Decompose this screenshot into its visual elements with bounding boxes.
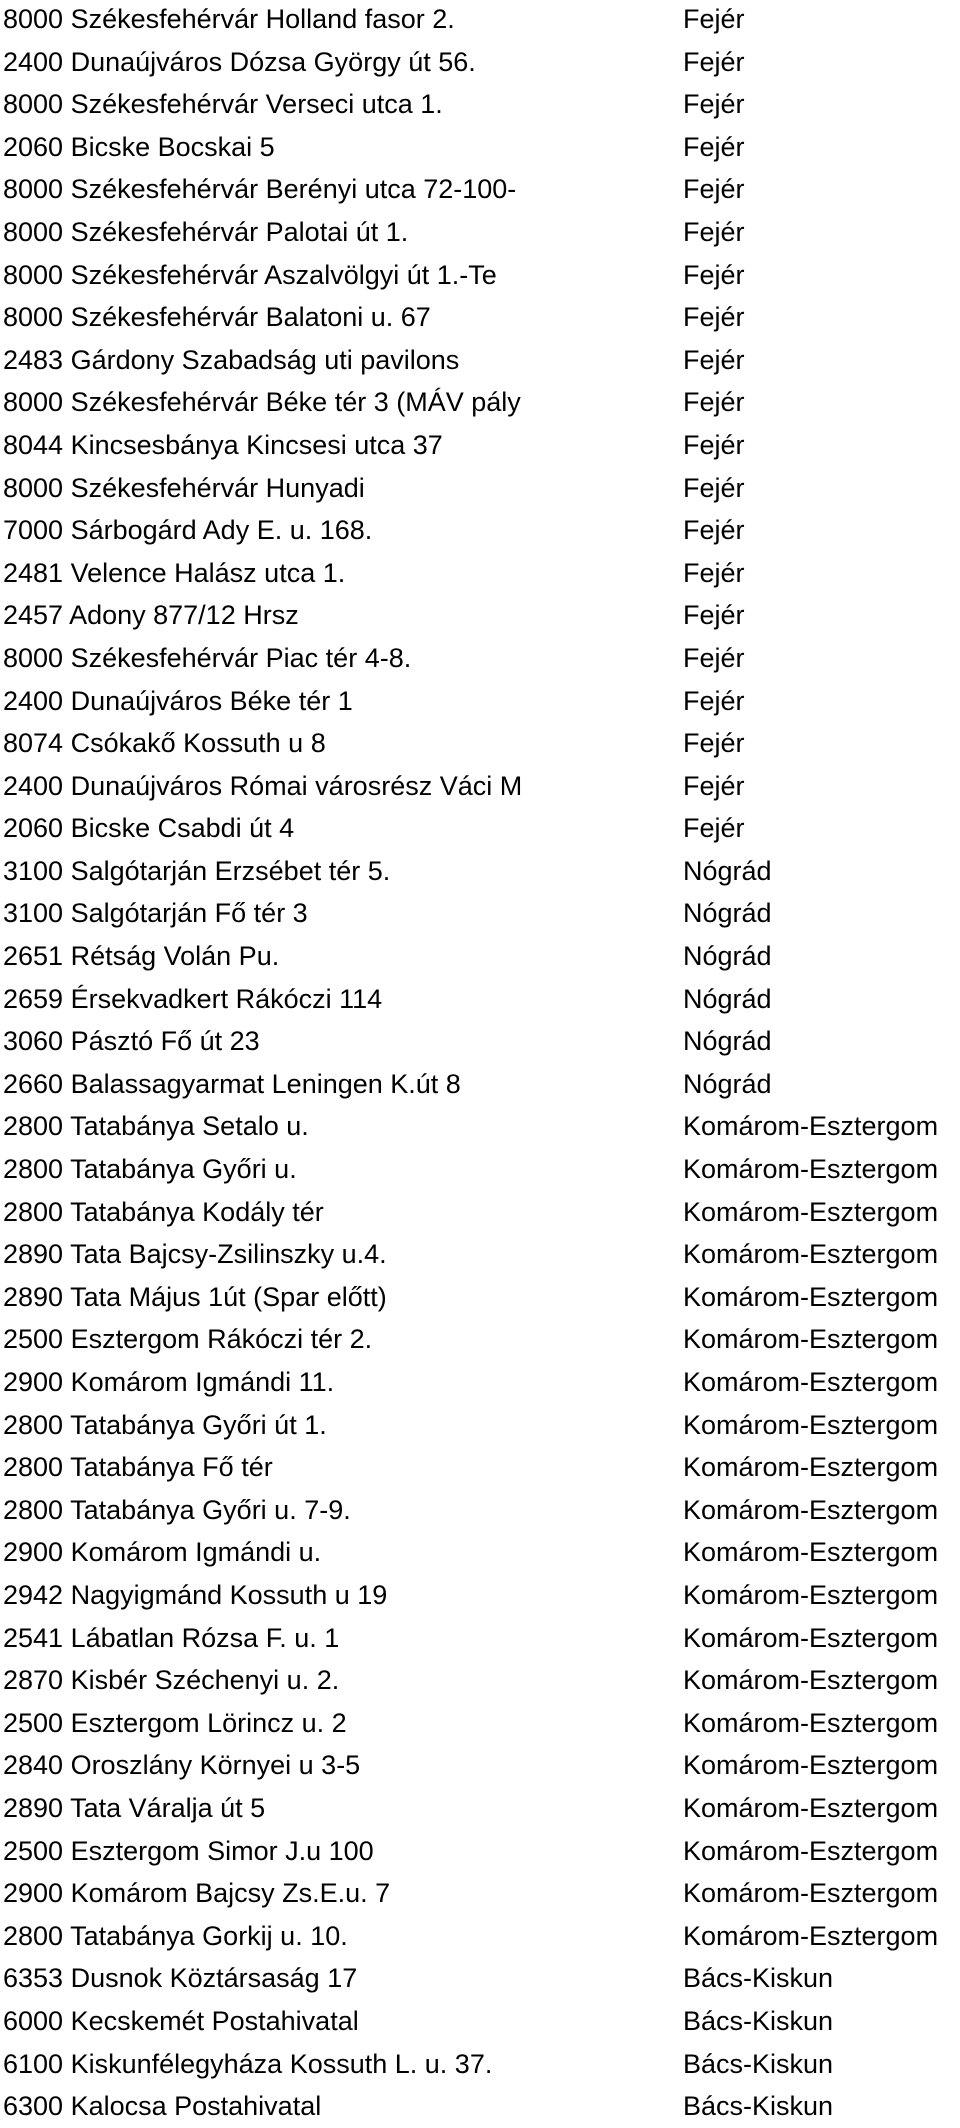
county-cell: Fejér (683, 472, 745, 503)
county-cell: Komárom-Esztergom (683, 1622, 939, 1653)
table-row (0, 41, 960, 84)
address-cell: 2659 Érsekvadkert Rákóczi 114 (3, 983, 383, 1014)
county-cell: Komárom-Esztergom (683, 1835, 939, 1866)
county-cell: Fejér (683, 728, 745, 759)
table-row (0, 1191, 960, 1234)
table-row (0, 1446, 960, 1489)
address-cell: 2900 Komárom Bajcsy Zs.E.u. 7 (3, 1878, 391, 1909)
county-cell: Komárom-Esztergom (683, 1239, 939, 1270)
table-row (0, 1276, 960, 1319)
table-row (0, 83, 960, 126)
address-cell: 8044 Kincsesbánya Kincsesi utca 37 (3, 429, 443, 460)
address-cell: 8000 Székesfehérvár Aszalvölgyi út 1.-Te (3, 259, 497, 290)
county-cell: Fejér (683, 4, 745, 34)
table-row (0, 1148, 960, 1191)
table-row (0, 1957, 960, 2000)
county-cell: Komárom-Esztergom (683, 1920, 939, 1951)
table-row (0, 254, 960, 297)
table-row (0, 1787, 960, 1830)
table-row (0, 211, 960, 254)
county-cell: Komárom-Esztergom (683, 1792, 939, 1823)
table-row (0, 0, 960, 41)
county-cell: Nógrád (683, 1026, 772, 1057)
county-cell: Nógrád (683, 1068, 772, 1099)
address-cell: 2400 Dunaújváros Római városrész Váci M (3, 770, 523, 801)
table-row (0, 381, 960, 424)
county-cell: Komárom-Esztergom (683, 1878, 939, 1909)
address-cell: 3100 Salgótarján Fő tér 3 (3, 898, 308, 929)
address-cell: 2660 Balassagyarmat Leningen K.út 8 (3, 1068, 461, 1099)
county-cell: Bács-Kiskun (683, 2048, 834, 2079)
county-cell: Fejér (683, 770, 745, 801)
county-cell: Fejér (683, 302, 745, 333)
address-cell: 2942 Nagyigmánd Kossuth u 19 (3, 1579, 388, 1610)
county-cell: Fejér (683, 685, 745, 716)
table-row (0, 1105, 960, 1148)
address-cell: 2060 Bicske Csabdi út 4 (3, 813, 295, 844)
table-row (0, 850, 960, 893)
address-cell: 2457 Adony 877/12 Hrsz (3, 600, 299, 631)
county-cell: Komárom-Esztergom (683, 1537, 939, 1568)
address-cell: 6100 Kiskunfélegyháza Kossuth L. u. 37. (3, 2048, 493, 2079)
table-row (0, 722, 960, 765)
address-cell: 2651 Rétság Volán Pu. (3, 941, 280, 972)
address-cell: 2890 Tata Bajcsy-Zsilinszky u.4. (3, 1239, 387, 1270)
table-row (0, 1318, 960, 1361)
table-row (0, 339, 960, 382)
table-row (0, 765, 960, 808)
address-cell: 6000 Kecskemét Postahivatal (3, 2005, 359, 2036)
county-cell: Fejér (683, 387, 745, 418)
county-cell: Komárom-Esztergom (683, 1452, 939, 1483)
table-row (0, 1659, 960, 1702)
county-cell: Fejér (683, 89, 745, 120)
table-row (0, 978, 960, 1021)
table-row (0, 892, 960, 935)
address-cell: 2800 Tatabánya Győri u. 7-9. (3, 1494, 351, 1525)
table-row (0, 637, 960, 680)
address-cell: 2483 Gárdony Szabadság uti pavilons (3, 344, 460, 375)
table-row (0, 594, 960, 637)
address-cell: 2400 Dunaújváros Béke tér 1 (3, 685, 353, 716)
county-cell: Fejér (683, 515, 745, 546)
table-row (0, 1830, 960, 1873)
county-cell: Bács-Kiskun (683, 2005, 834, 2036)
county-cell: Fejér (683, 344, 745, 375)
table-row (0, 126, 960, 169)
table-row (0, 552, 960, 595)
address-cell: 2060 Bicske Bocskai 5 (3, 131, 275, 162)
table-row (0, 467, 960, 510)
table-row (0, 296, 960, 339)
address-cell: 8074 Csókakő Kossuth u 8 (3, 728, 326, 759)
table-row (0, 2085, 960, 2128)
address-cell: 2800 Tatabánya Gorkij u. 10. (3, 1920, 348, 1951)
county-cell: Komárom-Esztergom (683, 1281, 939, 1312)
county-cell: Komárom-Esztergom (683, 1665, 939, 1696)
table-row (0, 1361, 960, 1404)
address-cell: 2840 Oroszlány Környei u 3-5 (3, 1750, 361, 1781)
table-row (0, 2000, 960, 2043)
county-cell: Komárom-Esztergom (683, 1111, 939, 1142)
table-row (0, 1872, 960, 1915)
address-cell: 2900 Komárom Igmándi u. (3, 1537, 322, 1568)
address-cell: 8000 Székesfehérvár Béke tér 3 (MÁV pály (3, 387, 521, 418)
table-row (0, 1702, 960, 1745)
address-cell: 2890 Tata Váralja út 5 (3, 1792, 266, 1823)
table-row (0, 807, 960, 850)
table-row (0, 935, 960, 978)
table-row (0, 509, 960, 552)
table-row (0, 680, 960, 723)
address-cell: 2800 Tatabánya Setalo u. (3, 1111, 309, 1142)
county-cell: Fejér (683, 46, 745, 77)
table-row (0, 1489, 960, 1532)
address-cell: 2400 Dunaújváros Dózsa György út 56. (3, 46, 476, 77)
county-cell: Fejér (683, 216, 745, 247)
address-cell: 3060 Pásztó Fő út 23 (3, 1026, 260, 1057)
address-cell: 2890 Tata Május 1út (Spar előtt) (3, 1281, 387, 1312)
table-row (0, 1063, 960, 1106)
table-row (0, 1574, 960, 1617)
address-cell: 2500 Esztergom Simor J.u 100 (3, 1835, 374, 1866)
address-cell: 2481 Velence Halász utca 1. (3, 557, 346, 588)
county-cell: Komárom-Esztergom (683, 1494, 939, 1525)
table-row (0, 1233, 960, 1276)
table-row (0, 168, 960, 211)
county-cell: Nógrád (683, 855, 772, 886)
county-cell: Fejér (683, 429, 745, 460)
county-cell: Komárom-Esztergom (683, 1367, 939, 1397)
county-cell: Nógrád (683, 898, 772, 929)
table-row (0, 1531, 960, 1574)
county-cell: Komárom-Esztergom (683, 1409, 939, 1440)
address-cell: 8000 Székesfehérvár Palotai út 1. (3, 216, 409, 247)
address-cell: 2870 Kisbér Széchenyi u. 2. (3, 1665, 340, 1696)
address-cell: 6353 Dusnok Köztársaság 17 (3, 1963, 358, 1994)
county-cell: Fejér (683, 813, 745, 844)
county-cell: Komárom-Esztergom (683, 1324, 939, 1355)
address-cell: 7000 Sárbogárd Ady E. u. 168. (3, 515, 373, 546)
county-cell: Komárom-Esztergom (683, 1154, 939, 1185)
county-cell: Nógrád (683, 941, 772, 972)
county-cell: Fejér (683, 600, 745, 631)
county-cell: Fejér (683, 174, 745, 205)
address-cell: 6300 Kalocsa Postahivatal (3, 2091, 322, 2122)
address-cell: 2800 Tatabánya Győri út 1. (3, 1409, 327, 1440)
table-row (0, 1617, 960, 1660)
county-cell: Komárom-Esztergom (683, 1196, 939, 1227)
county-cell: Fejér (683, 131, 745, 162)
county-cell: Bács-Kiskun (683, 2091, 834, 2122)
address-cell: 8000 Székesfehérvár Holland fasor 2. (3, 4, 455, 34)
address-cell: 2500 Esztergom Lörincz u. 2 (3, 1707, 347, 1738)
address-cell: 8000 Székesfehérvár Berényi utca 72-100- (3, 174, 517, 205)
address-cell: 2800 Tatabánya Fő tér (3, 1452, 273, 1483)
county-cell: Nógrád (683, 983, 772, 1014)
county-cell: Komárom-Esztergom (683, 1750, 939, 1781)
table-row (0, 1404, 960, 1447)
address-cell: 2800 Tatabánya Győri u. (3, 1154, 297, 1185)
address-cell: 8000 Székesfehérvár Piac tér 4-8. (3, 642, 412, 673)
address-cell: 2800 Tatabánya Kodály tér (3, 1196, 324, 1227)
county-cell: Komárom-Esztergom (683, 1707, 939, 1738)
county-cell: Fejér (683, 557, 745, 588)
address-cell: 8000 Székesfehérvár Balatoni u. 67 (3, 302, 431, 333)
table-row (0, 1020, 960, 1063)
address-cell: 8000 Székesfehérvár Hunyadi (3, 472, 365, 503)
table-row (0, 424, 960, 467)
county-cell: Bács-Kiskun (683, 1963, 834, 1994)
address-cell: 2900 Komárom Igmándi 11. (3, 1367, 335, 1397)
table-row (0, 2043, 960, 2086)
county-cell: Fejér (683, 642, 745, 673)
table-row (0, 1915, 960, 1958)
address-cell: 3100 Salgótarján Erzsébet tér 5. (3, 855, 391, 886)
address-cell: 2541 Lábatlan Rózsa F. u. 1 (3, 1622, 340, 1653)
address-cell: 8000 Székesfehérvár Verseci utca 1. (3, 89, 443, 120)
county-cell: Fejér (683, 259, 745, 290)
county-cell: Komárom-Esztergom (683, 1579, 939, 1610)
address-cell: 2500 Esztergom Rákóczi tér 2. (3, 1324, 373, 1355)
table-row (0, 1744, 960, 1787)
